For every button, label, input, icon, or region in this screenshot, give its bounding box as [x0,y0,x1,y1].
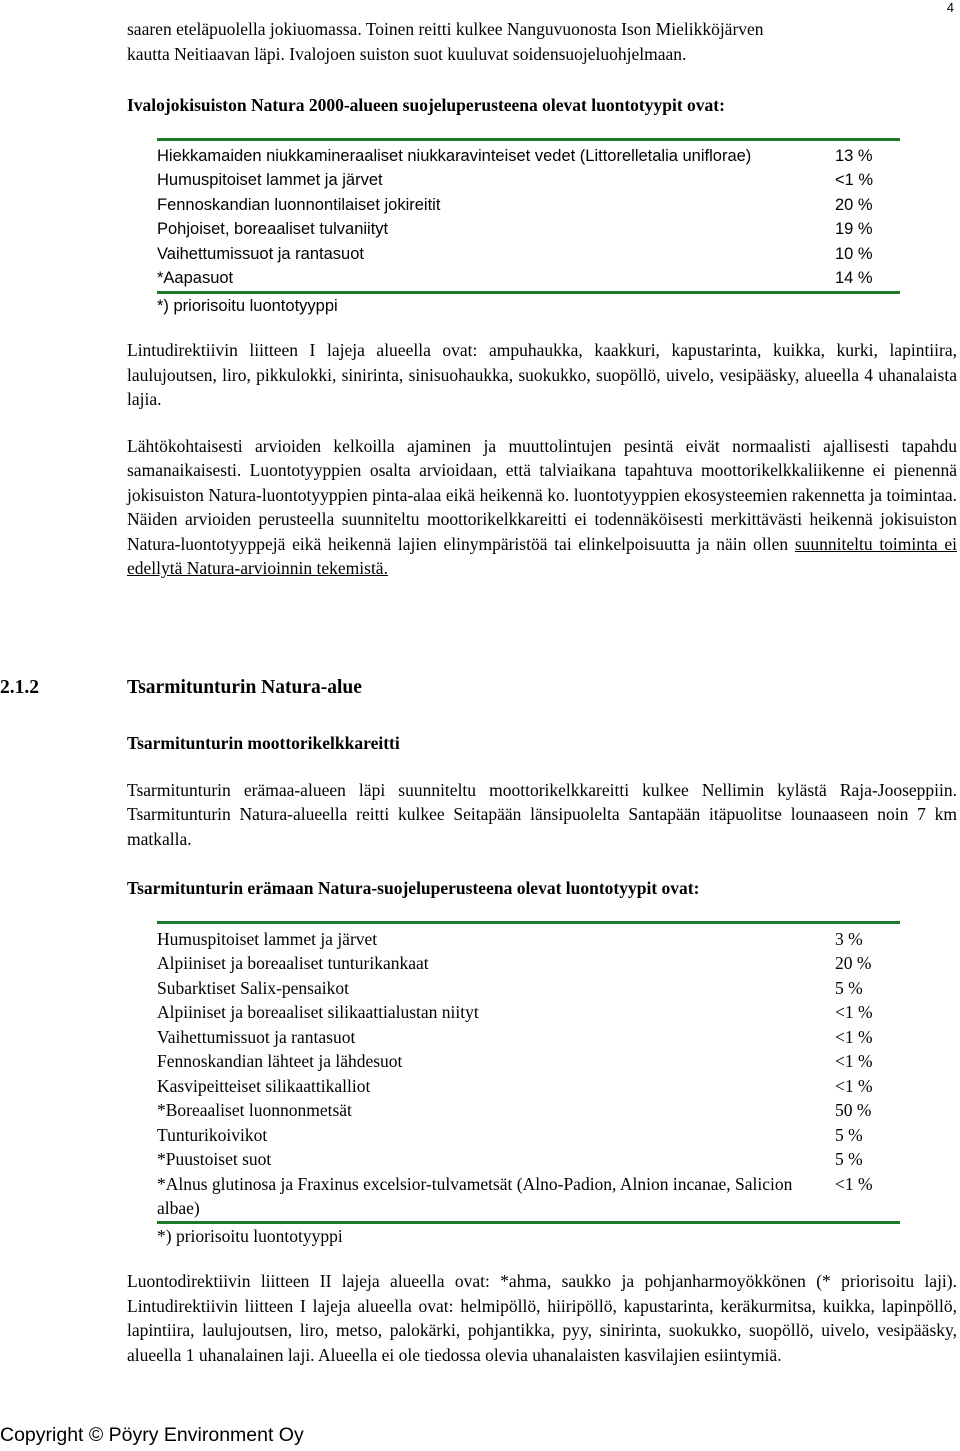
ivalo-assessment-paragraph [127,434,957,581]
habitat-name: Fennoskandian lähteet ja lähdesuot [157,1051,403,1071]
habitat-name: Vaihettumissuot ja rantasuot [157,244,364,263]
table-row [157,1147,900,1172]
assessment-text: Lähtökohtaisesti arvioiden kelkoilla ajaminen ja muuttolintujen pesintä eivät normaalisti ajallisesti tapahdu samanaikaisesti. Luontotyyppien osalta arvioidaan, että talviaikana tapahtuva moottorikelkkaliikenne ei pienennä jokisuiston Natura-luontotyyppien pinta-alaa eikä heikennä ko. luontotyyppien ekosysteemien rakennetta ja toimintaa. Näiden arvioiden perusteella suunniteltu moottorikelkkareitti ei todennäköisesti merkittävästi heikennä jokisuiston Natura-luontotyyppejä eikä heikennä lajien elinympäristöä tai elinkelpoisuutta ja näin ollen [127,435,957,554]
tsarmi-route-paragraph: Tsarmitunturin erämaa-alueen läpi suunniteltu moottorikelkkareitti kulkee Nellimin kylästä Raja-Jooseppiin. Tsarmitunturin Natura-alueella reitti kulkee Seitapään länsipuolelta Santapään itäpuolitse lounaaseen noin 7 km matkalla. [127,779,957,849]
habitat-name: *Aapasuot [157,269,234,287]
intro-line-1: saaren eteläpuolella jokiuomassa. Toinen reitti kulkee Nanguvuonosta Ison Mielikköjärven [127,19,764,39]
assessment-conclusion: suunniteltu toiminta ei edellytä Natura-arvioinnin tekemistä. [127,533,957,578]
table-row [157,976,900,1001]
tsarmi-body [127,731,957,1367]
habitat-name: *Alnus glutinosa ja Fraxinus excelsior-tulvametsät (Alno-Padion, Alnion incanae, Salicion albae) [157,1173,793,1218]
table-row [157,1025,900,1050]
priority-note: *) priorisoitu luontotyyppi [157,296,338,315]
habitat-name: Hiekkamaiden niukkamineraaliset niukkaravinteiset vedet (Littorelletalia uniflorae) [157,146,752,165]
table-row [157,193,900,218]
habitat-name: Pohjoiset, boreaaliset tulvaniityt [157,220,389,238]
table-row [157,922,900,951]
ivalo-heading: Ivalojokisuiston Natura 2000-alueen suojeluperusteena olevat luontotyypit ovat: [127,95,725,115]
tsarmi-habitat-table [157,921,900,1249]
table-row [157,1123,900,1148]
table-row [157,1222,900,1248]
page-number: 4 [946,0,954,15]
habitat-name: Subarktiset Salix-pensaikot [157,977,349,998]
habitat-percent: <1 % [835,1026,873,1047]
habitat-percent: <1 % [835,1002,873,1022]
habitat-percent: <1 % [835,1051,873,1071]
habitat-percent: 10 % [835,244,873,263]
habitat-percent: 14 % [835,269,873,287]
priority-note: *) priorisoitu luontotyyppi [157,1225,343,1246]
table-row [157,168,900,193]
copyright-footer: Copyright © Pöyry Environment Oy [0,1424,304,1446]
tsarmi-heading: Tsarmitunturin erämaan Natura-suojeluperusteena olevat luontotyypit ovat: [127,878,700,898]
habitat-percent: 50 % [835,1100,872,1120]
table-row [157,1049,900,1074]
table-row [157,1172,900,1223]
table-row [157,139,900,168]
habitat-percent: 20 % [835,195,873,214]
habitat-percent: <1 % [835,1075,873,1096]
section-title: Tsarmitunturin Natura-alue [127,677,362,698]
habitat-percent: <1 % [835,1173,873,1194]
tsarmi-species-paragraph: Luontodirektiivin liitteen II lajeja alueella ovat: *ahma, saukko ja pohjanharmoyökkönen (* priorisoitu laji). Lintudirektiivin liitteen I lajeja alueella ovat: helmipöllö, hiiripöllö, kapustarinta, keräkurmitsa, kuikka, lapinpöllö, lapintiira, laulujoutsen, liro, metso, palokärki, pohjantikka, pyy, sinirinta, suokukko, suopöllö, uivelo, vesipääsky, alueella 1 uhanalainen laji. Alueella ei ole tiedossa olevia uhanalaisten kasvilajien esiintymiä. [127,1271,957,1365]
table-row [157,266,900,292]
table-row [157,1000,900,1025]
habitat-percent: 20 % [835,953,872,973]
table-row [157,1074,900,1099]
table-row [157,242,900,267]
habitat-percent: 5 % [835,1149,863,1169]
habitat-name: Humuspitoiset lammet ja järvet [157,928,378,949]
habitat-name: Tunturikoivikot [157,1124,268,1145]
habitat-percent: <1 % [835,171,874,189]
intro-line-2: kautta Neitiaavan läpi. Ivalojoen suiston suot kuuluvat soidensuojeluohjelmaan. [127,43,687,64]
ivalo-habitat-table [157,138,900,319]
habitat-name: Fennoskandian luonnontilaiset jokireitit [157,195,441,214]
document-body [127,17,957,581]
ivalo-birds-paragraph: Lintudirektiivin liitteen I lajeja alueella ovat: ampuhaukka, kaakkuri, kapustarinta, kuikka, kurki, lapintiira, laulujoutsen, liro, pikkulokki, sinirinta, sinisuohaukka, suokukko, suopöllö, uivelo, vesipääsky, alueella 4 uhanalaista lajia. [127,340,957,409]
habitat-name: Humuspitoiset lammet ja järvet [157,171,383,189]
habitat-percent: 19 % [835,220,873,238]
section-number: 2.1.2 [0,677,39,698]
habitat-name: *Puustoiset suot [157,1149,272,1169]
habitat-percent: 5 % [835,977,863,998]
table-row [157,217,900,242]
habitat-name: Kasvipeitteiset silikaattikalliot [157,1075,371,1096]
habitat-name: Alpiiniset ja boreaaliset silikaattialustan niityt [157,1002,479,1022]
table-row [157,292,900,318]
table-row [157,951,900,976]
habitat-percent: 13 % [835,146,873,165]
habitat-name: *Boreaaliset luonnonmetsät [157,1100,352,1120]
table-row [157,1098,900,1123]
habitat-name: Vaihettumissuot ja rantasuot [157,1026,356,1047]
habitat-percent: 3 % [835,928,863,949]
habitat-name: Alpiiniset ja boreaaliset tunturikankaat [157,953,429,973]
tsarmi-subheading: Tsarmitunturin moottorikelkkareitti [127,733,400,753]
habitat-percent: 5 % [835,1124,863,1145]
